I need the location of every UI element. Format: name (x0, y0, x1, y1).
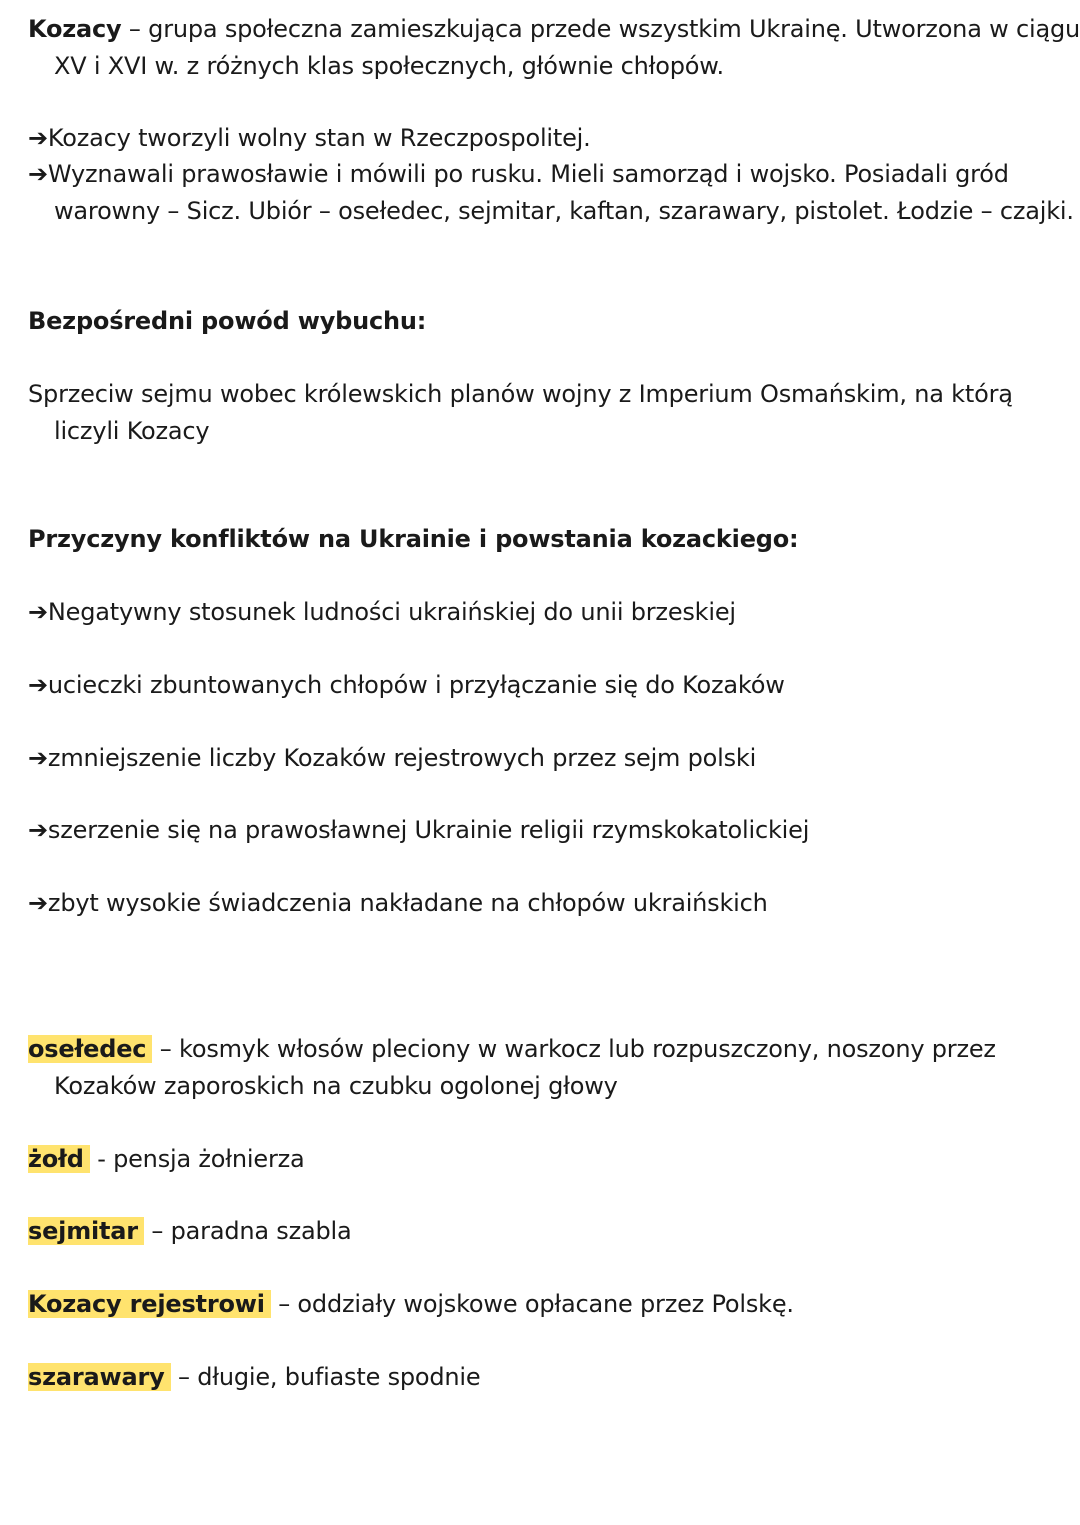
glossary-definition: – paradna szabla (151, 1217, 352, 1245)
reason-item (28, 740, 1058, 777)
intro-text: – grupa społeczna zamieszkująca przede wszystkim Ukrainę. Utworzona w ciągu XV i XVI w. z różnych klas społecznych, głównie chłopów. (54, 15, 1080, 80)
arrow-icon: ➔ (28, 124, 48, 152)
glossary-item (28, 1286, 1080, 1323)
glossary-term: osełedec (28, 1035, 152, 1063)
fact-item (28, 156, 1080, 230)
reason-item (28, 812, 1058, 849)
fact-item (28, 120, 1080, 157)
glossary-item (28, 1213, 1080, 1250)
glossary-definition: - pensja żołnierza (97, 1145, 305, 1173)
glossary-term: szarawary (28, 1363, 171, 1391)
glossary-term: Kozacy rejestrowi (28, 1290, 271, 1318)
arrow-icon: ➔ (28, 598, 48, 626)
arrow-icon: ➔ (28, 160, 48, 188)
glossary-item (28, 1359, 1080, 1396)
reason-item (28, 667, 1058, 704)
reason-item (28, 594, 1058, 631)
glossary-item (28, 1031, 1080, 1105)
intro-paragraph (28, 11, 1080, 85)
fact-text: Wyznawali prawosławie i mówili po rusku. Mieli samorząd i wojsko. Posiadali gród warowny – Sicz. Ubiór – osełedec, sejmitar, kaftan, szarawary, pistolet. Łodzie – czajki. (47, 160, 1074, 225)
reason-text: szerzenie się na prawosławnej Ukrainie religii rzymskokatolickiej (47, 816, 810, 844)
reasons-heading: Przyczyny konfliktów na Ukrainie i powstania kozackiego: (28, 525, 799, 553)
reason-text: zmniejszenie liczby Kozaków rejestrowych przez sejm polski (47, 744, 757, 772)
intro-term: Kozacy (28, 15, 122, 43)
glossary-definition: – oddziały wojskowe opłacane przez Polskę. (278, 1290, 794, 1318)
arrow-icon: ➔ (28, 744, 48, 772)
glossary-term: żołd (28, 1145, 90, 1173)
arrow-icon: ➔ (28, 889, 48, 917)
reason-text: ucieczki zbuntowanych chłopów i przyłączanie się do Kozaków (47, 671, 785, 699)
cause-heading: Bezpośredni powód wybuchu: (28, 307, 427, 335)
reason-text: zbyt wysokie świadczenia nakładane na chłopów ukraińskich (47, 889, 768, 917)
fact-text: Kozacy tworzyli wolny stan w Rzeczpospolitej. (47, 124, 591, 152)
arrow-icon: ➔ (28, 816, 48, 844)
glossary-term: sejmitar (28, 1217, 144, 1245)
reason-text: Negatywny stosunek ludności ukraińskiej do unii brzeskiej (47, 598, 736, 626)
reason-item (28, 885, 1058, 922)
glossary-item (28, 1141, 1080, 1178)
arrow-icon: ➔ (28, 671, 48, 699)
cause-text: Sprzeciw sejmu wobec królewskich planów wojny z Imperium Osmańskim, na którą liczyli Kozacy (28, 380, 1013, 445)
glossary-definition: – długie, bufiaste spodnie (177, 1363, 481, 1391)
glossary-definition: – kosmyk włosów pleciony w warkocz lub rozpuszczony, noszony przez Kozaków zaporoskich na czubku ogolonej głowy (54, 1035, 996, 1100)
